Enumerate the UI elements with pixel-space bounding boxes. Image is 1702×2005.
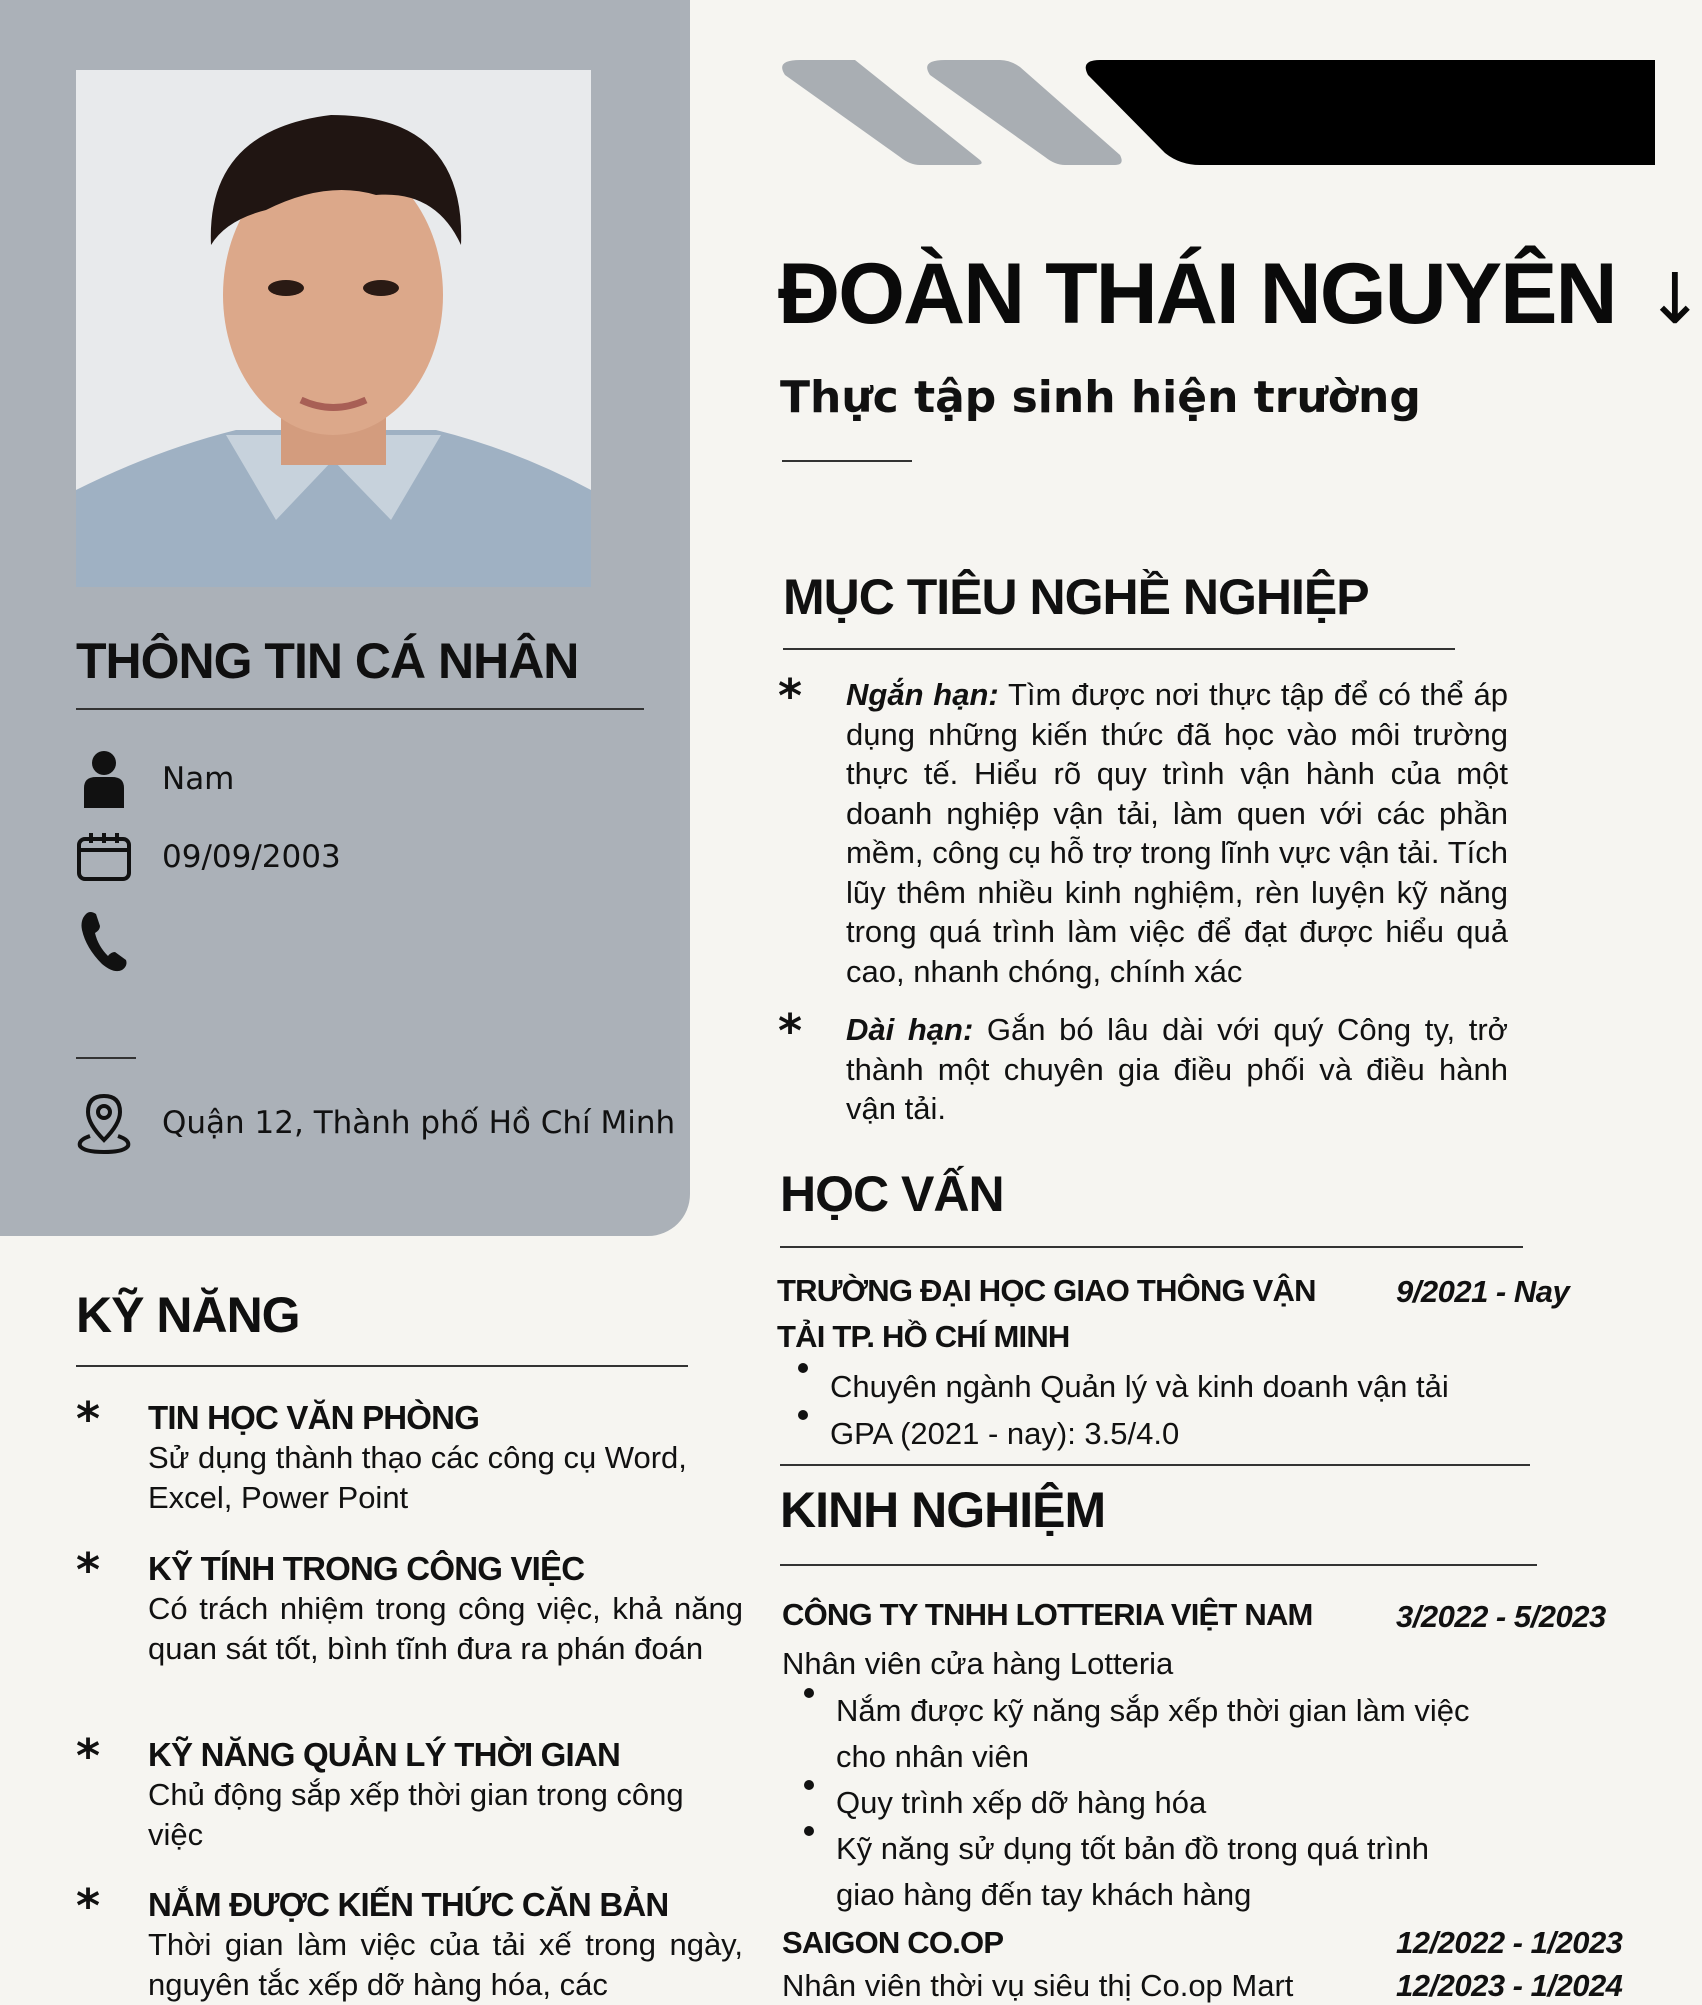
address-row: [76, 1092, 675, 1154]
list-item: Nắm được kỹ năng sắp xếp thời gian làm việc cho nhân viên: [796, 1688, 1516, 1780]
phone-row: [76, 910, 162, 972]
asterisk-icon: *: [778, 669, 803, 723]
skill-desc: Có trách nhiệm trong công việc, khả năng quan sát tốt, bình tĩnh đưa ra phán đoán: [148, 1591, 743, 1666]
job-date: 12/2022 - 1/2023: [1396, 1925, 1623, 1960]
name-text: ĐOÀN THÁI NGUYÊN: [778, 246, 1616, 342]
skill-item: [76, 1543, 743, 1669]
asterisk-icon: *: [76, 1543, 101, 1597]
asterisk-icon: *: [76, 1879, 101, 1933]
skills-divider: [76, 1365, 688, 1367]
job-position: Nhân viên cửa hàng Lotteria: [782, 1646, 1174, 1681]
skill-heading: KỸ NĂNG QUẢN LÝ THỜI GIAN: [148, 1736, 620, 1773]
skill-heading: TIN HỌC VĂN PHÒNG: [148, 1399, 480, 1436]
job-bullets: [796, 1688, 1516, 1918]
education-divider: [780, 1246, 1523, 1248]
company-name: SAIGON CO.OP: [782, 1925, 1004, 1960]
experience-divider: [780, 1564, 1537, 1566]
objective-label: Dài hạn:: [846, 1012, 974, 1047]
objective-text: Gắn bó lâu dài với quý Công ty, trở thành một chuyên gia điều phối và điều hành vận tải.: [846, 1012, 1508, 1126]
person-icon: [76, 748, 132, 810]
objective-divider: [783, 648, 1455, 650]
objective-text: Tìm được nơi thực tập để có thể áp dụng những kiến thức đã học vào môi trường thực tế. Hiểu rõ quy trình vận hành của một doanh nghiệp vận tải, làm quen với các phần mềm, công cụ hỗ trợ trong lĩnh vực vận tải. Tích lũy thêm nhiều kinh nghiệm, rèn luyện kỹ năng trong quá trình làm việc để đạt được hiểu quả cao, nhanh chóng, chính xác: [846, 677, 1508, 989]
phone-icon: [76, 910, 132, 972]
skill-heading: KỸ TÍNH TRONG CÔNG VIỆC: [148, 1550, 585, 1587]
asterisk-icon: *: [76, 1729, 101, 1783]
skill-desc: Sử dụng thành thạo các công cụ Word, Excel, Power Point: [148, 1440, 687, 1515]
education-date: 9/2021 - Nay: [1396, 1274, 1570, 1309]
personal-info-divider: [76, 708, 644, 710]
calendar-icon: [76, 826, 132, 888]
skill-desc: Chủ động sắp xếp thời gian trong công việc: [148, 1777, 684, 1852]
objective-label: Ngắn hạn:: [846, 677, 999, 712]
location-icon: [76, 1092, 132, 1154]
asterisk-icon: *: [778, 1004, 803, 1058]
birthday-value: 09/09/2003: [162, 839, 341, 875]
objective-item-short: [778, 669, 1508, 991]
objective-item-long: [778, 1004, 1508, 1129]
list-item: Kỹ năng sử dụng tốt bản đồ trong quá trình giao hàng đến tay khách hàng: [796, 1826, 1496, 1918]
phone-underline: [76, 1057, 136, 1059]
skill-item: [76, 1879, 743, 2005]
list-item: Quy trình xếp dỡ hàng hóa: [796, 1780, 1516, 1826]
experience-title: KINH NGHIỆM: [780, 1482, 1106, 1538]
objective-title: MỤC TIÊU NGHỀ NGHIỆP: [783, 569, 1369, 625]
role-underline: [782, 460, 912, 462]
personal-info-title: THÔNG TIN CÁ NHÂN: [76, 633, 579, 689]
gender-row: [76, 748, 234, 810]
candidate-name: [778, 245, 1702, 344]
header-decoration: [770, 55, 1655, 170]
asterisk-icon: *: [76, 1392, 101, 1446]
skill-desc: Thời gian làm việc của tải xế trong ngày, nguyên tắc xếp dỡ hàng hóa, các: [148, 1927, 743, 2002]
address-value: Quận 12, Thành phố Hồ Chí Minh: [162, 1105, 676, 1141]
education-title: HỌC VẤN: [780, 1166, 1004, 1222]
profile-photo: [76, 70, 591, 587]
skill-heading: NẮM ĐƯỢC KIẾN THỨC CĂN BẢN: [148, 1886, 669, 1923]
job-title: Thực tập sinh hiện trường: [780, 372, 1421, 423]
gender-value: Nam: [162, 761, 235, 797]
school-name: TRƯỜNG ĐẠI HỌC GIAO THÔNG VẬN TẢI TP. HỒ CHÍ MINH: [777, 1273, 1316, 1354]
company-name: CÔNG TY TNHH LOTTERIA VIỆT NAM: [782, 1597, 1313, 1632]
job-date: 3/2022 - 5/2023: [1396, 1599, 1606, 1634]
education-bottom-divider: [780, 1464, 1530, 1466]
birthday-row: [76, 826, 341, 888]
job-position: Nhân viên thời vụ siêu thị Co.op Mart: [782, 1968, 1294, 2003]
skill-item: [76, 1392, 687, 1518]
skill-item: [76, 1729, 684, 1855]
job-date-secondary: 12/2023 - 1/2024: [1396, 1968, 1623, 2003]
arrow-down-icon: ↓: [1645, 258, 1702, 340]
skills-title: KỸ NĂNG: [76, 1287, 300, 1343]
education-bullets: [790, 1363, 1449, 1457]
list-item: Chuyên ngành Quản lý và kinh doanh vận tải: [790, 1363, 1449, 1410]
list-item: GPA (2021 - nay): 3.5/4.0: [790, 1410, 1449, 1457]
